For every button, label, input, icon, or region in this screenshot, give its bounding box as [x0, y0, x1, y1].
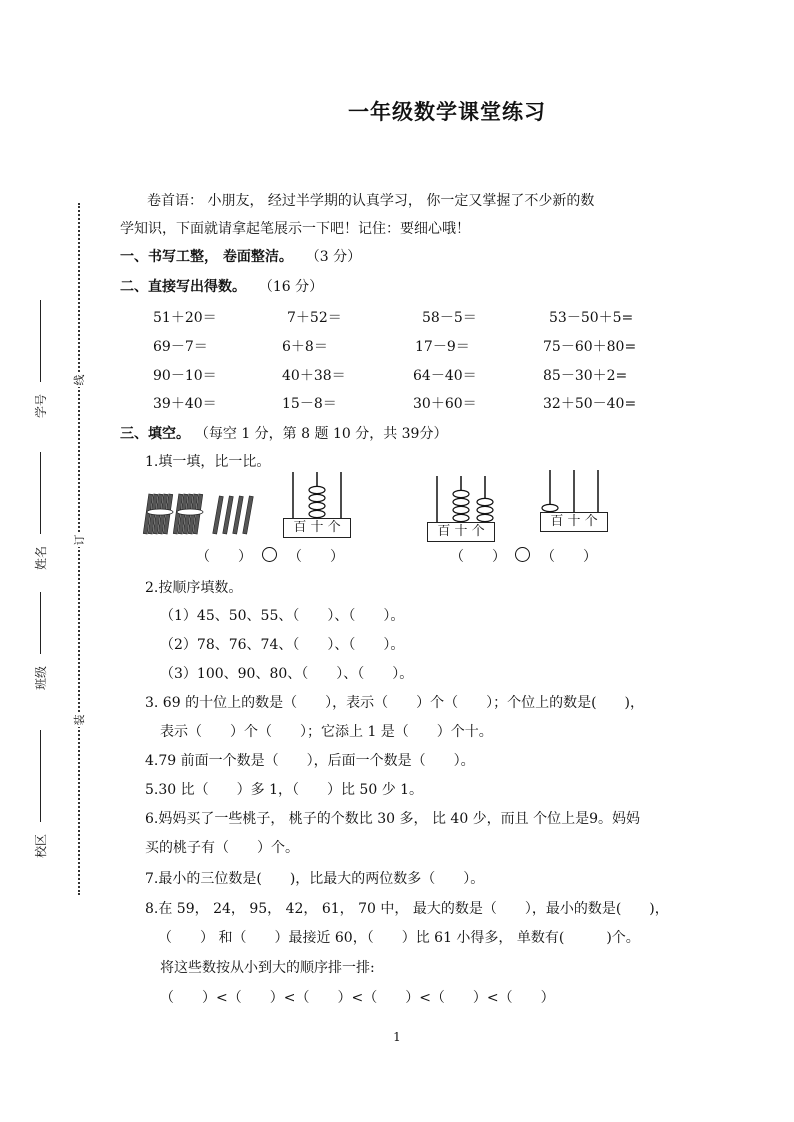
q1-blank-1[interactable]: （ ） [196, 549, 252, 565]
q8-line-2[interactable]: （ ） 和（ ）最接近 60，（ ）比 61 小得多， 单数有( )个。 [158, 930, 640, 946]
q3-line-2[interactable]: 表示（ ）个（ ）；它添上 1 是（ ）个十。 [160, 724, 493, 740]
abacus-bead [453, 490, 469, 497]
section-2-heading [120, 276, 323, 296]
q8-line-3: 将这些数按从小到大的顺序排一排: [160, 960, 375, 976]
section-1-score: （3 分） [305, 249, 362, 265]
q2-text: 2.按顺序填数。 [145, 580, 243, 596]
binding-word-order: 订 [73, 534, 86, 546]
arith-r3-c4[interactable]: 85－30＋2= [543, 368, 628, 384]
binding-line [78, 203, 80, 895]
arith-r4-c4[interactable]: 32＋50－40= [543, 396, 637, 412]
arith-r4-c2[interactable]: 15－8＝ [282, 396, 337, 412]
abacus-rods-icon [427, 474, 495, 524]
arith-r3-c3[interactable]: 64－40＝ [413, 368, 477, 384]
abacus-1-label: 百 十 个 [283, 518, 351, 538]
q7-text[interactable]: 7.最小的三位数是( )，比最大的两位数多（ ）。 [145, 871, 485, 887]
intro-line-1: 卷首语： 小朋友， 经过半学期的认真学习， 你一定又掌握了不少新的数 [147, 193, 595, 209]
abacus-bead [453, 506, 469, 513]
arith-r4-c1[interactable]: 39＋40＝ [153, 396, 217, 412]
abacus-rods-icon [540, 464, 608, 514]
arith-r2-c4[interactable]: 75－60＋80= [543, 339, 637, 355]
abacus-2-label: 百 十 个 [427, 522, 495, 542]
q1-blank-4[interactable]: （ ） [541, 549, 597, 565]
sticks-bundle-icon [140, 490, 270, 540]
arith-r1-c2[interactable]: 7＋52＝ [287, 310, 342, 326]
page-number: 1 [393, 1030, 401, 1044]
abacus-3 [540, 464, 608, 532]
arith-r1-c3[interactable]: 58－5＝ [422, 310, 477, 326]
field-student-id[interactable] [40, 300, 41, 382]
abacus-rods-icon [283, 470, 351, 520]
arith-r3-c2[interactable]: 40＋38＝ [282, 368, 346, 384]
page-title: 一年级数学课堂练习 [348, 99, 546, 124]
arith-r2-c2[interactable]: 6＋8＝ [282, 339, 328, 355]
section-3-heading [120, 423, 447, 443]
arith-r2-c1[interactable]: 69－7＝ [153, 339, 208, 355]
arith-r1-c1[interactable]: 51＋20＝ [153, 310, 217, 326]
section-3-title: 三、填空。 [120, 426, 190, 442]
abacus-bead [477, 506, 493, 513]
label-class: 班级 [34, 665, 48, 690]
section-1-title: 一、书写工整， 卷面整洁。 [120, 249, 293, 265]
binding-word-line: 线 [73, 374, 86, 386]
label-campus: 校区 [34, 833, 48, 858]
abacus-2 [427, 474, 495, 542]
q1-blank-3[interactable]: （ ） [450, 549, 506, 565]
q2-item-3[interactable]: （3）100、90、80、（ ）、（ ）。 [160, 666, 414, 682]
field-name[interactable] [40, 452, 41, 534]
field-campus[interactable] [40, 730, 41, 822]
abacus-bead [453, 514, 469, 521]
intro-line-2: 学知识，下面就请拿起笔展示一下吧！记住：要细心哦！ [120, 221, 470, 237]
arith-r4-c3[interactable]: 30＋60＝ [413, 396, 477, 412]
abacus-bead [309, 486, 325, 493]
arith-r3-c1[interactable]: 90－10＝ [153, 368, 217, 384]
section-2-title: 二、直接写出得数。 [120, 279, 246, 295]
abacus-bead [477, 498, 493, 505]
section-3-score: （每空 1 分，第 8 题 10 分，共 39分） [194, 426, 448, 442]
abacus-1 [283, 470, 351, 538]
arith-r1-c4[interactable]: 53－50＋5= [549, 310, 634, 326]
section-2-score: （16 分） [258, 279, 324, 295]
abacus-bead [453, 498, 469, 505]
abacus-bead [309, 510, 325, 517]
abacus-bead [309, 502, 325, 509]
arith-r2-c3[interactable]: 17－9＝ [415, 339, 470, 355]
abacus-3-label: 百 十 个 [540, 512, 608, 532]
section-1-heading [120, 246, 361, 266]
q2-item-2[interactable]: （2）78、76、74、（ ）、（ ）。 [160, 637, 405, 653]
field-class[interactable] [40, 592, 41, 654]
label-student-id: 学号 [34, 393, 48, 418]
q8-line-1[interactable]: 8.在 59， 24， 95， 42， 61， 70 中， 最大的数是（ ），最小的数是( )， [145, 901, 669, 917]
binding-word-install: 装 [73, 714, 86, 726]
label-name: 姓名 [34, 545, 48, 570]
q1-blank-2[interactable]: （ ） [288, 549, 344, 565]
q5-text[interactable]: 5.30 比（ ）多 1，（ ）比 50 少 1。 [145, 782, 424, 798]
abacus-bead [542, 504, 558, 511]
abacus-bead [477, 514, 493, 521]
q6-line-2[interactable]: 买的桃子有（ ）个。 [145, 840, 299, 856]
q8-line-4[interactable]: （ ）<（ ）<（ ）<（ ）<（ ）<（ ） [160, 990, 555, 1006]
q3-line-1[interactable]: 3. 69 的十位上的数是（ ），表示（ ）个（ ）；个位上的数是( )， [145, 695, 644, 711]
q1-text: 1.填一填，比一比。 [145, 454, 271, 470]
q2-item-1[interactable]: （1）45、50、55、（ ）、（ ）。 [160, 608, 405, 624]
q6-line-1: 6.妈妈买了一些桃子， 桃子的个数比 30 多， 比 40 少，而且 个位上是9。妈妈 [145, 811, 641, 827]
abacus-bead [309, 494, 325, 501]
compare-circle-2[interactable] [515, 547, 530, 562]
compare-circle-1[interactable] [262, 547, 277, 562]
q4-text[interactable]: 4.79 前面一个数是（ ），后面一个数是（ ）。 [145, 753, 475, 769]
